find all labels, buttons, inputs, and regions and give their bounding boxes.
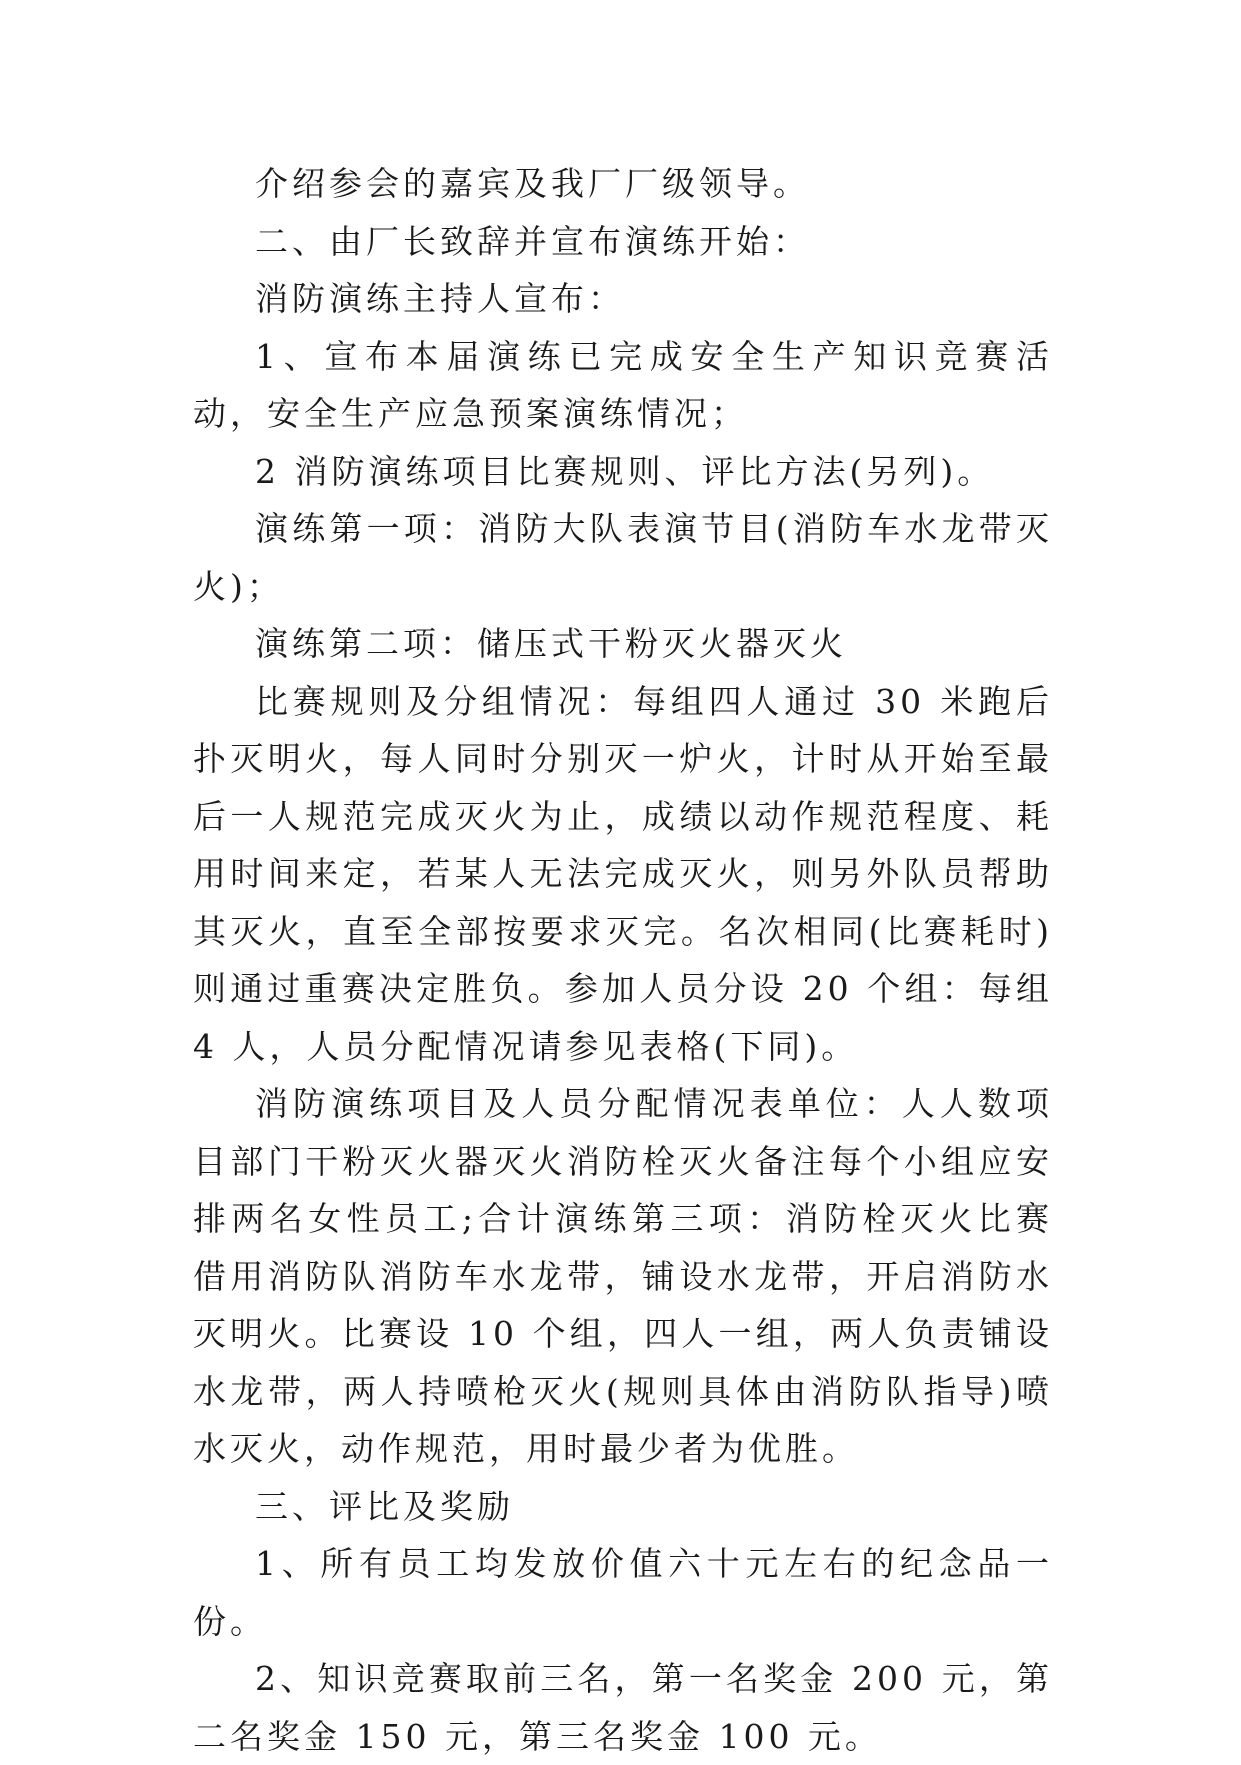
paragraph-intro-guests: 介绍参会的嘉宾及我厂厂级领导。 [255,164,810,203]
paragraph-award-1: 1、所有员工均发放价值六十元左右的纪念品一份。 [193,1544,1053,1641]
paragraph-drill-two: 演练第二项：储压式干粉灭火器灭火 [255,624,847,663]
paragraph-section-two-heading: 二、由厂长致辞并宣布演练开始： [255,221,810,261]
document-page [193,155,1053,1765]
paragraph-item-2: 2 消防演练项目比赛规则、评比方法(另列)。 [255,451,995,491]
paragraph-personnel-table-and-drill-three: 消防演练项目及人员分配情况表单位：人人数项目部门干粉灭火器灭火消防栓灭火备注每个小组应安排两名女性员工;合计演练第三项：消防栓灭火比赛借用消防队消防车水龙带，铺设水龙带，开启消防水灭明火。比赛设 10 个组，四人一组，两人负责铺设水龙带，两人持喷枪灭火(规则具体由消防队指导)喷水灭火，动作规范，用时最少者为优胜。 [193,1084,1053,1468]
paragraph-drill-one: 演练第一项：消防大队表演节目(消防车水龙带灭火)； [193,509,1053,606]
paragraph-host-announcement: 消防演练主持人宣布： [255,279,625,318]
paragraph-section-three-heading: 三、评比及奖励 [255,1486,514,1526]
paragraph-award-2: 2、知识竞赛取前三名，第一名奖金 200 元，第二名奖金 150 元，第三名奖金 100 元。 [193,1659,1053,1756]
paragraph-competition-rules: 比赛规则及分组情况：每组四人通过 30 米跑后扑灭明火，每人同时分别灭一炉火，计时从开始至最后一人规范完成灭火为止，成绩以动作规范程度、耗用时间来定，若某人无法完成灭火，则另外队员帮助其灭火，直至全部按要求灭完。名次相同(比赛耗时)则通过重赛决定胜负。参加人员分设 20 个组：每组 4 人，人员分配情况请参见表格(下同)。 [193,681,1053,1066]
paragraph-item-1: 1、宣布本届演练已完成安全生产知识竞赛活动，安全生产应急预案演练情况； [193,336,1053,433]
